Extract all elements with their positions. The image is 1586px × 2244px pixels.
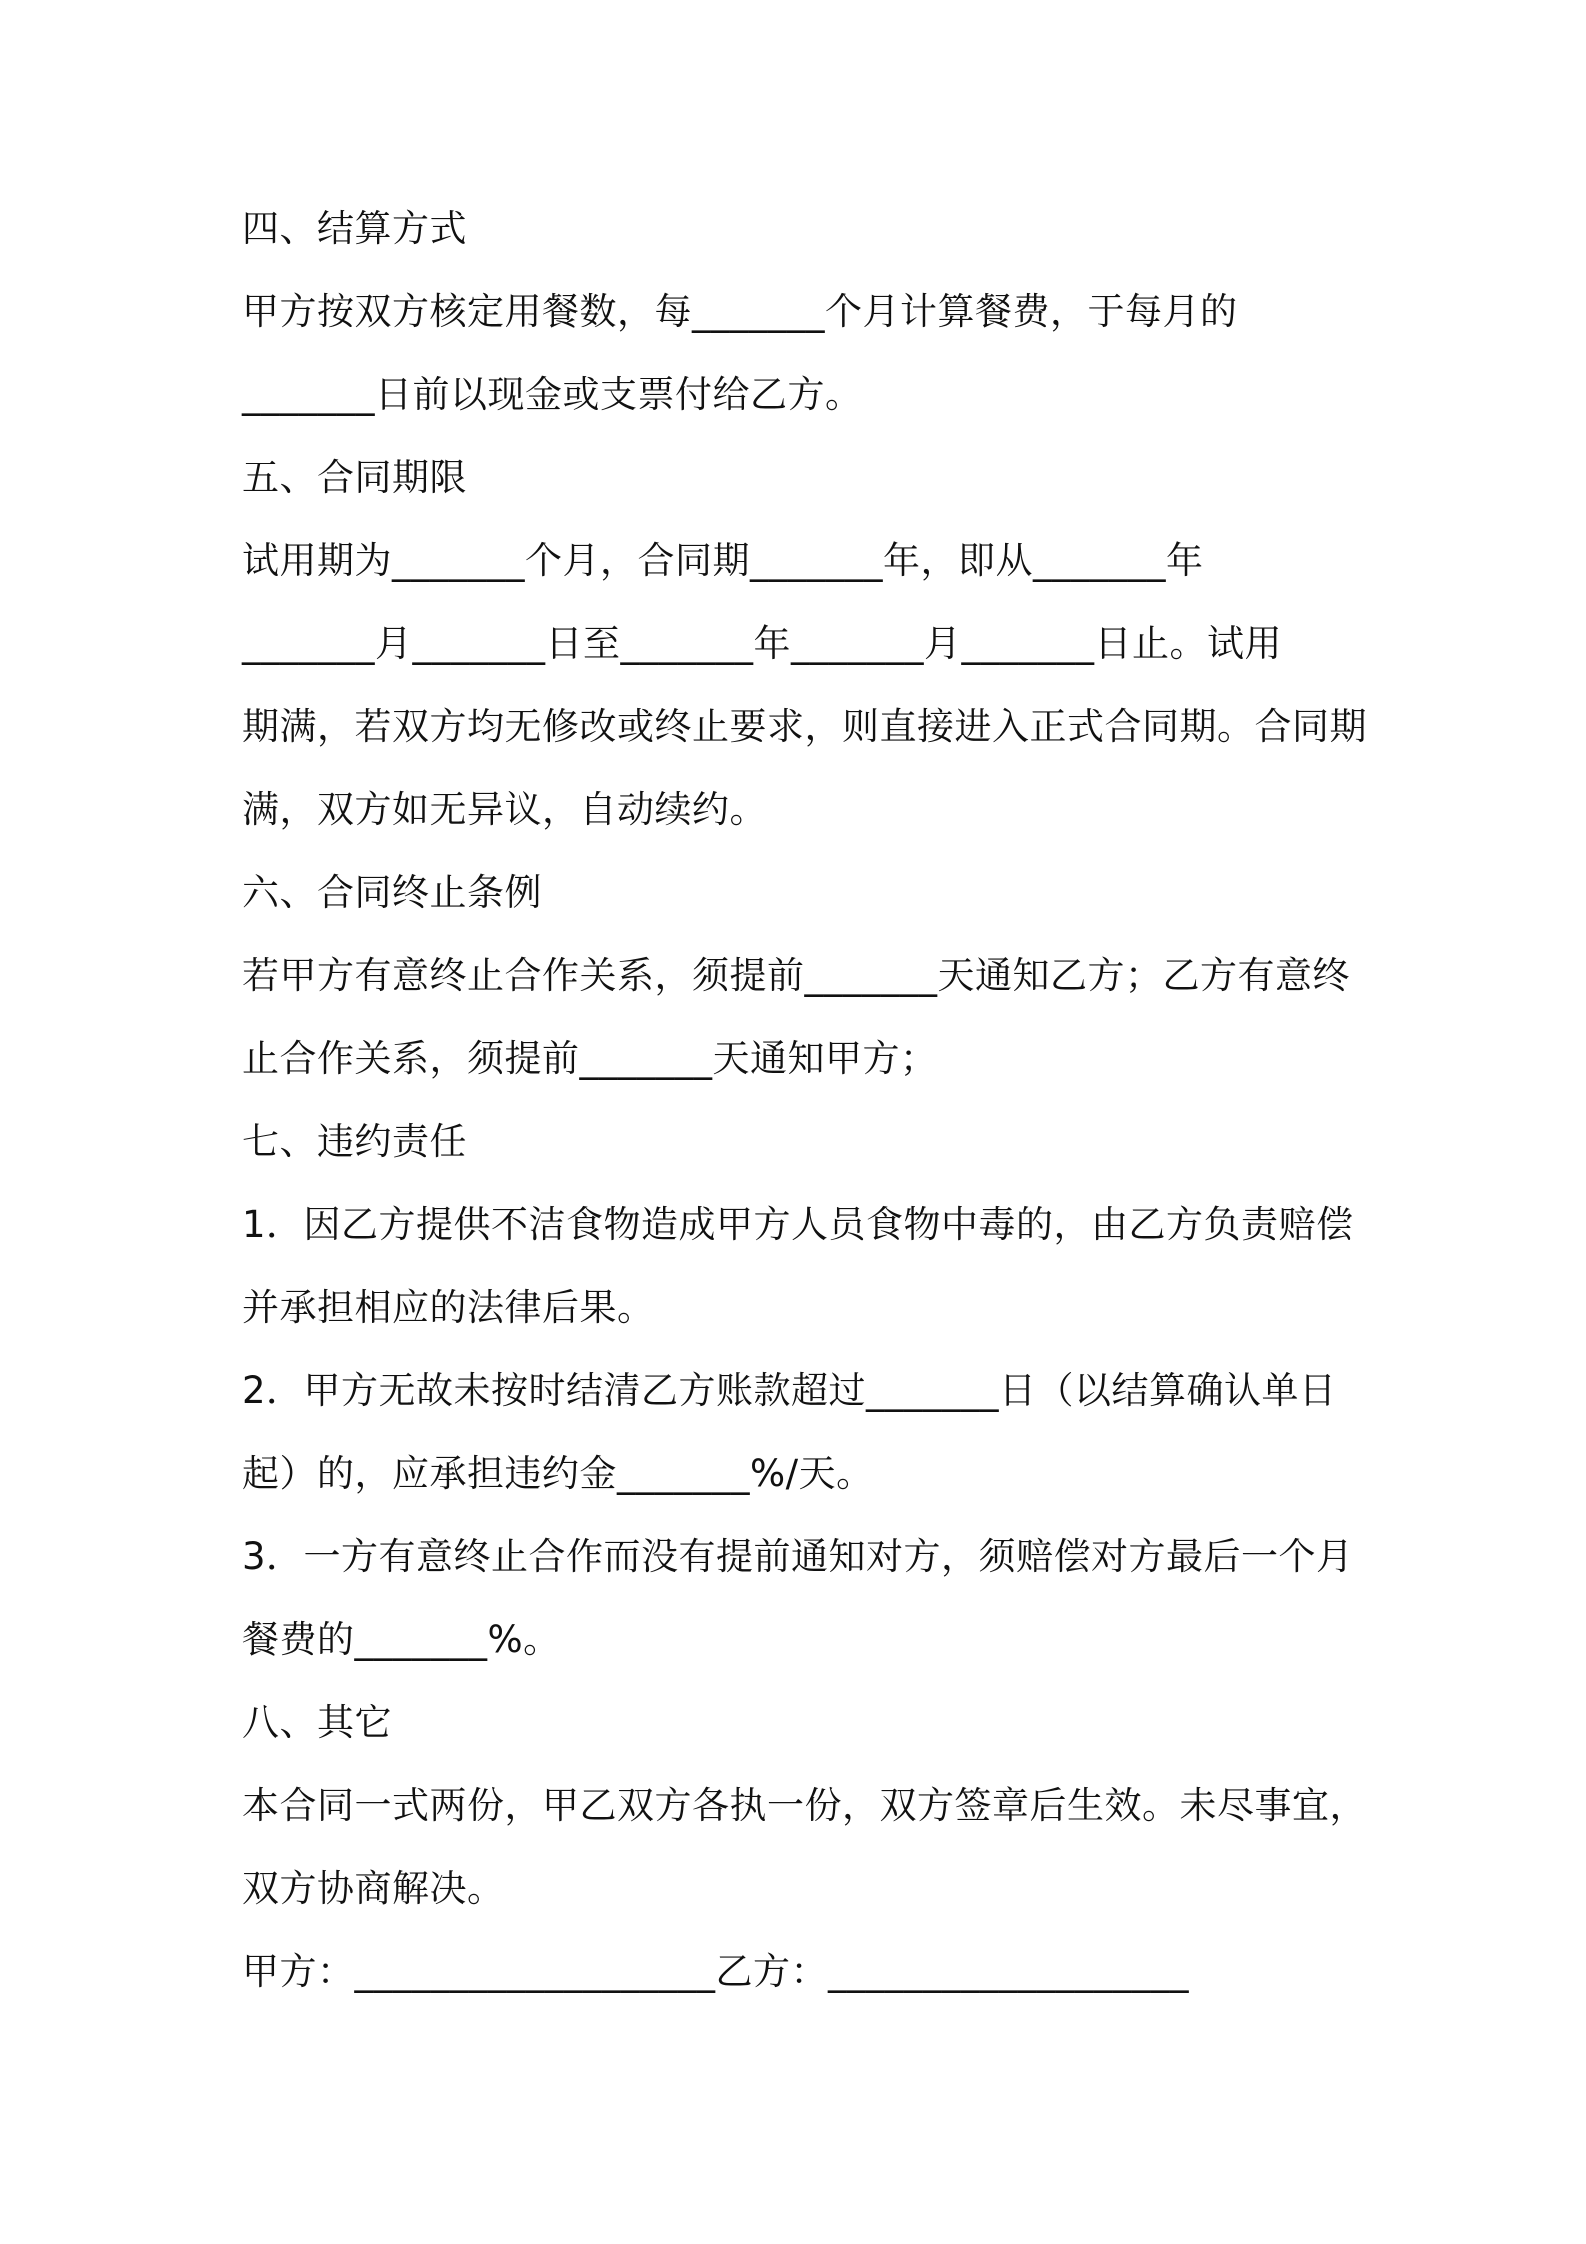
liability-clause-line: 1．因乙方提供不洁食物造成甲方人员食物中毒的，由乙方负责赔偿 bbox=[242, 1203, 1354, 1246]
section-heading-term: 五、合同期限 bbox=[242, 456, 467, 499]
section-heading-liability: 七、违约责任 bbox=[242, 1120, 467, 1163]
term-paragraph-line: 满，双方如无异议，自动续约。 bbox=[242, 788, 767, 831]
other-paragraph-line: 双方协商解决。 bbox=[242, 1867, 505, 1910]
termination-paragraph-line: 若甲方有意终止合作关系，须提前_______天通知乙方；乙方有意终 bbox=[242, 954, 1350, 997]
settlement-paragraph-line: _______日前以现金或支票付给乙方。 bbox=[242, 373, 863, 416]
settlement-paragraph-line: 甲方按双方核定用餐数，每_______个月计算餐费，于每月的 bbox=[242, 290, 1238, 333]
term-paragraph-line: 试用期为_______个月，合同期_______年，即从_______年 bbox=[242, 539, 1204, 582]
termination-paragraph-line: 止合作关系，须提前_______天通知甲方； bbox=[242, 1037, 938, 1080]
signature-line: 甲方：___________________乙方：___________________ bbox=[242, 1950, 1189, 1993]
liability-clause-line: 起）的，应承担违约金_______%/天。 bbox=[242, 1452, 874, 1495]
section-heading-other: 八、其它 bbox=[242, 1701, 392, 1744]
section-heading-termination: 六、合同终止条例 bbox=[242, 871, 542, 914]
liability-clause-line: 2．甲方无故未按时结清乙方账款超过_______日（以结算确认单日 bbox=[242, 1369, 1337, 1412]
liability-clause-line: 3．一方有意终止合作而没有提前通知对方，须赔偿对方最后一个月 bbox=[242, 1535, 1354, 1578]
term-paragraph-line: 期满，若双方均无修改或终止要求，则直接进入正式合同期。合同期 bbox=[242, 705, 1367, 748]
liability-clause-line: 餐费的_______%。 bbox=[242, 1618, 561, 1661]
term-paragraph-line: _______月_______日至_______年_______月_______日止。试用 bbox=[242, 622, 1282, 665]
section-heading-settlement: 四、结算方式 bbox=[242, 207, 467, 250]
other-paragraph-line: 本合同一式两份，甲乙双方各执一份，双方签章后生效。未尽事宜， bbox=[242, 1784, 1367, 1827]
liability-clause-line: 并承担相应的法律后果。 bbox=[242, 1286, 655, 1329]
